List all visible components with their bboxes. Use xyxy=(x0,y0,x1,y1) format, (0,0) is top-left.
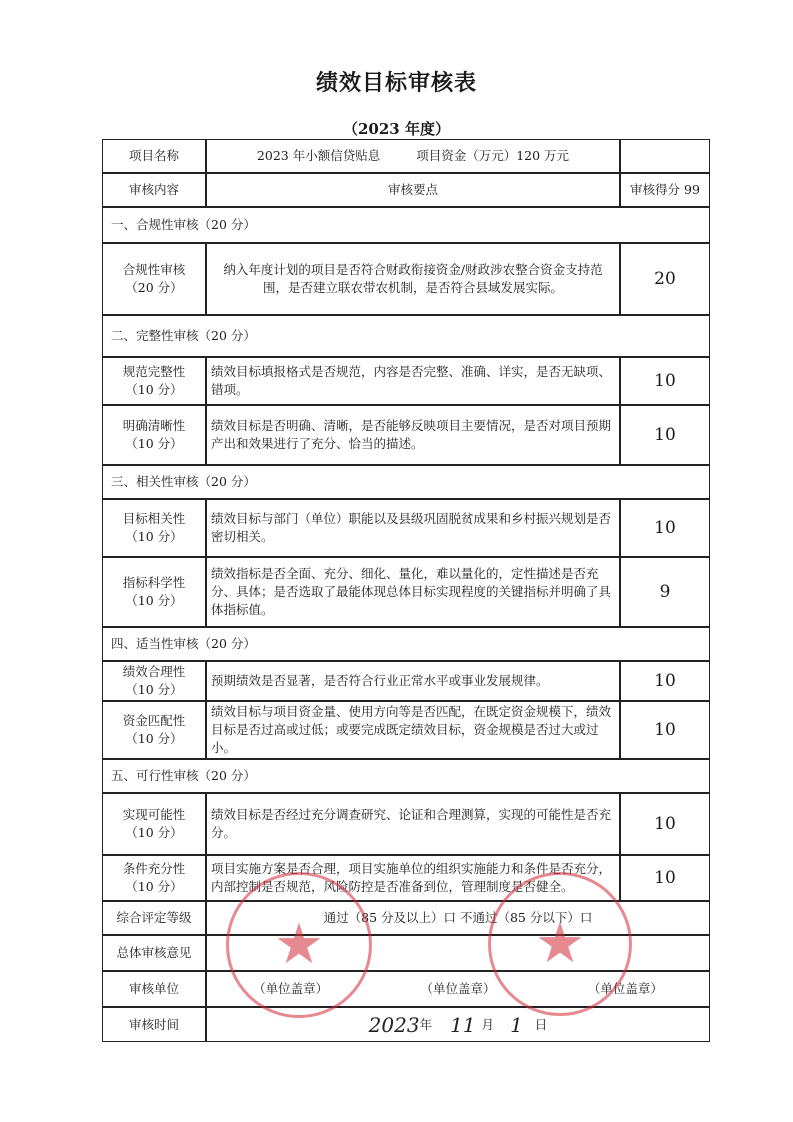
section-completeness: 二、完整性审核（20 分） xyxy=(102,315,710,357)
item-relevance-name: 目标相关性 xyxy=(122,511,186,526)
year-subtitle: （2023 年度） xyxy=(343,120,450,138)
item-rationality-criteria: 预期绩效是否显著，是否符合行业正常水平或事业发展规律。 xyxy=(206,661,620,701)
item-clarity-criteria: 绩效目标是否明确、清晰，是否能够反映项目主要情况，是否对项目预期产出和效果进行了充分、恰当的描述。 xyxy=(206,405,620,465)
section-appropriateness: 四、适当性审核（20 分） xyxy=(102,627,710,661)
time-value xyxy=(206,1007,710,1042)
item-feasibility-criteria: 绩效目标是否经过充分调查研究、论证和合理测算，实现的可能性是否充分。 xyxy=(206,793,620,855)
date-month-unit: 月 xyxy=(481,1016,495,1032)
item-standard-criteria: 绩效目标填报格式是否规范，内容是否完整、准确、详实，是否无缺项、错项。 xyxy=(206,357,620,405)
item-conditions-criteria: 项目实施方案是否合理，项目实施单位的组织实施能力和条件是否充分，内部控制是否规范，风险防控是否准备到位，管理制度是否健全。 xyxy=(206,855,620,901)
seal-slot-2: （单位盖章） xyxy=(420,981,496,996)
date-year-unit: 年 xyxy=(419,1016,433,1032)
item-clarity-score: 10 xyxy=(620,405,710,465)
item-scientific-name-cell xyxy=(102,557,206,627)
project-name-label: 项目名称 xyxy=(102,139,206,173)
item-compliance-name: 合规性审核 xyxy=(122,262,186,277)
item-standard-score: 10 xyxy=(620,357,710,405)
time-label: 审核时间 xyxy=(102,1007,206,1042)
item-rationality-points: （10 分） xyxy=(125,682,183,697)
seal-slot-3: （单位盖章） xyxy=(587,981,663,996)
section-relevance: 三、相关性审核（20 分） xyxy=(102,465,710,499)
item-conditions-name-cell xyxy=(102,855,206,901)
date-day-unit: 日 xyxy=(534,1016,548,1032)
item-scientific-name: 指标科学性 xyxy=(122,575,186,590)
unit-seals xyxy=(206,971,710,1007)
item-scientific-criteria: 绩效指标是否全面、充分、细化、量化，难以量化的，定性描述是否充分、具体；是否选取了最能体现总体目标实现程度的关键指标并明确了具体指标值。 xyxy=(206,557,620,627)
item-matching-name-cell xyxy=(102,701,206,759)
item-standard-points: （10 分） xyxy=(125,382,183,397)
item-clarity-points: （10 分） xyxy=(125,436,183,451)
item-relevance-criteria: 绩效目标与部门（单位）职能以及县级巩固脱贫成果和乡村振兴规划是否密切相关。 xyxy=(206,499,620,557)
points-header: 审核要点 xyxy=(206,173,620,207)
item-compliance-name-cell xyxy=(102,243,206,315)
item-matching-points: （10 分） xyxy=(125,731,183,746)
item-scientific-score: 9 xyxy=(620,557,710,627)
section-feasibility: 五、可行性审核（20 分） xyxy=(102,759,710,793)
item-relevance-name-cell xyxy=(102,499,206,557)
item-matching-score: 10 xyxy=(620,701,710,759)
project-name-value: 2023 年小额信贷贴息 xyxy=(256,148,381,163)
rating-options: 通过（85 分及以上）口 不通过（85 分以下）口 xyxy=(206,901,710,935)
opinion-value xyxy=(206,935,710,971)
item-compliance-points: （20 分） xyxy=(125,280,183,295)
stamp-star-icon: ★ xyxy=(273,912,325,977)
project-info-cell xyxy=(206,139,620,173)
date-year-handwritten: 2023 xyxy=(368,1012,420,1037)
review-table xyxy=(102,139,710,1042)
item-rationality-score: 10 xyxy=(620,661,710,701)
item-conditions-points: （10 分） xyxy=(125,879,183,894)
item-rationality-name: 绩效合理性 xyxy=(122,664,186,679)
opinion-label: 总体审核意见 xyxy=(102,935,206,971)
date-day-handwritten: 1 xyxy=(510,1012,523,1037)
item-feasibility-name-cell xyxy=(102,793,206,855)
item-feasibility-score: 10 xyxy=(620,793,710,855)
item-conditions-name: 条件充分性 xyxy=(122,861,186,876)
item-rationality-name-cell xyxy=(102,661,206,701)
item-clarity-name-cell xyxy=(102,405,206,465)
item-standard-name-cell xyxy=(102,357,206,405)
item-feasibility-points: （10 分） xyxy=(125,825,183,840)
seal-slot-1: （单位盖章） xyxy=(253,981,329,996)
item-feasibility-name: 实现可能性 xyxy=(122,807,186,822)
page-title: 绩效目标审核表 xyxy=(315,70,477,96)
section-compliance: 一、合规性审核（20 分） xyxy=(102,207,710,243)
content-header: 审核内容 xyxy=(102,173,206,207)
item-clarity-name: 明确清晰性 xyxy=(122,418,186,433)
item-compliance-criteria: 纳入年度计划的项目是否符合财政衔接资金/财政涉农整合资金支持范围，是否建立联农带农机制，是否符合县域发展实际。 xyxy=(206,243,620,315)
item-relevance-points: （10 分） xyxy=(125,529,183,544)
item-standard-name: 规范完整性 xyxy=(122,364,186,379)
rating-label: 综合评定等级 xyxy=(102,901,206,935)
project-blank-cell xyxy=(620,139,710,173)
item-compliance-score: 20 xyxy=(620,243,710,315)
item-relevance-score: 10 xyxy=(620,499,710,557)
project-funds-value: 项目资金（万元）120 万元 xyxy=(416,148,570,163)
stamp-star-icon: ★ xyxy=(534,911,586,976)
date-month-handwritten: 11 xyxy=(450,1012,476,1037)
item-conditions-score: 10 xyxy=(620,855,710,901)
total-score-header: 审核得分 99 xyxy=(620,173,710,207)
unit-label: 审核单位 xyxy=(102,971,206,1007)
item-matching-criteria: 绩效目标与项目资金量、使用方向等是否匹配，在既定资金规模下，绩效目标是否过高或过低；或要完成既定绩效目标，资金规模是否过大或过小。 xyxy=(206,701,620,759)
item-scientific-points: （10 分） xyxy=(125,593,183,608)
item-matching-name: 资金匹配性 xyxy=(122,713,186,728)
